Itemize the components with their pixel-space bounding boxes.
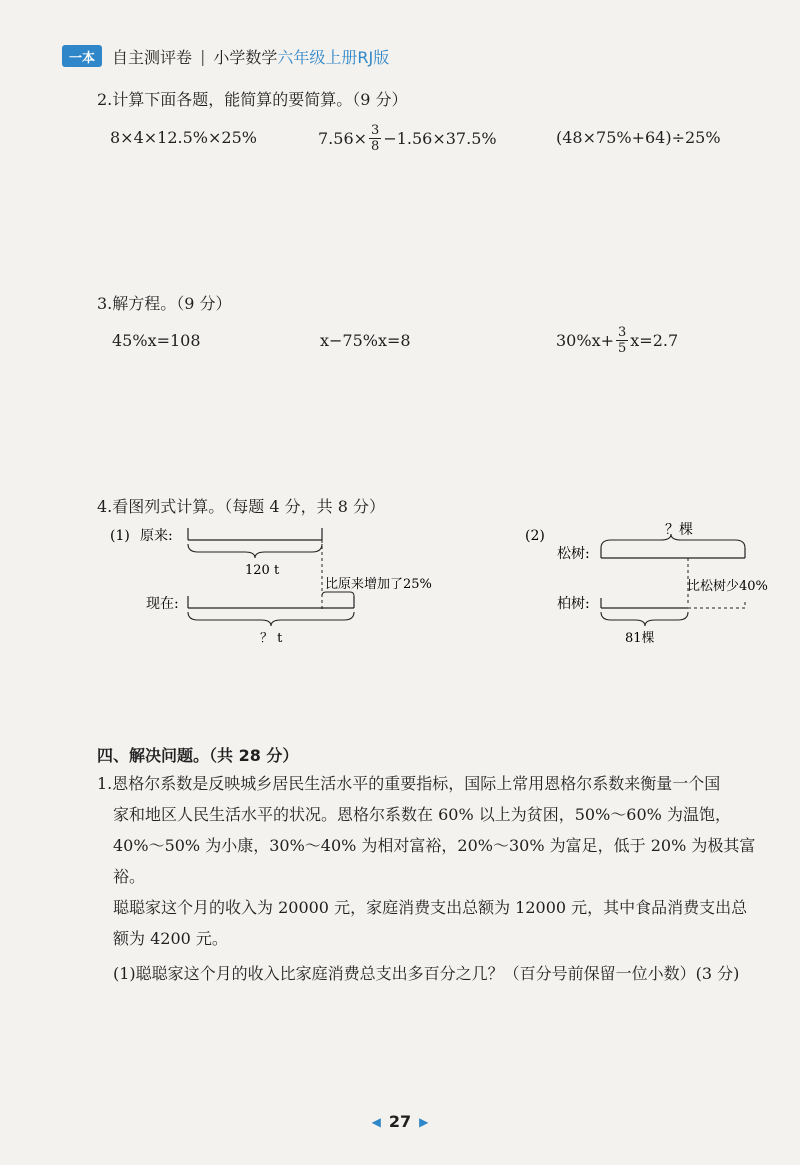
q3-expr-2: x−75%x=8: [320, 331, 411, 350]
now-value: ？ t: [260, 631, 283, 646]
fraction: [616, 326, 628, 355]
missing-part: [688, 600, 745, 608]
q3-title: 3.解方程。（9 分）: [97, 294, 232, 313]
q2-expr-1: 8×4×12.5%×25%: [110, 128, 257, 147]
cypress-bar: [601, 598, 688, 608]
q2-expr-2: [318, 118, 497, 158]
orig-bar: [188, 528, 322, 540]
diagram-1-number: (1): [110, 528, 130, 544]
problem-1-line-1: 1.恩格尔系数是反映城乡居民生活水平的重要指标，国际上常用恩格尔系数来衡量一个国: [97, 774, 721, 793]
q2-title: 2.计算下面各题，能简算的要简算。（9 分）: [97, 90, 408, 109]
q4-title: 4.看图列式计算。（每题 4 分，共 8 分）: [97, 497, 385, 516]
problem-1-line-4: 聪聪家这个月的收入为 20000 元，家庭消费支出总额为 12000 元，其中食品消费支出总: [113, 898, 748, 917]
header-divider: |: [200, 46, 206, 66]
section4-title: 四、解决问题。（共 28 分）: [97, 746, 299, 765]
page-footer: [0, 1112, 800, 1131]
q2-expr-2-pre: 7.56×: [318, 128, 368, 148]
now-label: 现在:: [146, 596, 179, 612]
problem-1: [97, 768, 787, 989]
q2-expr-3: (48×75%+64)÷25%: [556, 128, 721, 147]
page-header: [62, 44, 389, 68]
orig-value: 120 t: [245, 563, 280, 578]
problem-1-line-5: 额为 4200 元。: [113, 929, 228, 948]
brand-logo: 一本: [62, 45, 102, 67]
orig-brace: [188, 544, 322, 558]
total-label: ？棵: [665, 522, 693, 538]
cypress-brace: [601, 612, 688, 626]
pine-bar: [601, 548, 745, 558]
cypress-value: 81棵: [625, 631, 655, 646]
q2-expr-2-post: −1.56×37.5%: [383, 128, 497, 148]
fraction-numerator: 3: [371, 122, 380, 138]
fraction-denominator: 8: [371, 138, 380, 154]
now-bar: [188, 596, 354, 608]
page-number: 27: [388, 1112, 412, 1131]
q3-expr-3: [556, 320, 678, 360]
prev-page-icon: ◀: [371, 1114, 381, 1129]
pine-label: 松树:: [557, 546, 590, 562]
problem-1-line-2: 家和地区人民生活水平的状况。恩格尔系数在 60% 以上为贫困，50%～60% 为温饱，: [113, 805, 731, 824]
diagram-2: [525, 520, 795, 650]
increase-bracket: [322, 592, 354, 596]
now-brace: [188, 612, 354, 626]
fraction: [369, 124, 381, 153]
grade-title: 六年级上册RJ版: [277, 47, 390, 67]
fraction-denominator: 5: [618, 340, 627, 356]
increase-label: 比原来增加了25%: [325, 577, 432, 592]
orig-label: 原来:: [140, 528, 173, 544]
less-label: 比松树少40%: [687, 579, 768, 594]
diagram-1: [110, 520, 470, 650]
next-page-icon: ▶: [419, 1114, 429, 1129]
series-title: 自主测评卷: [112, 47, 193, 67]
q3-expr-3-pre: 30%x+: [556, 330, 614, 350]
cypress-label: 柏树:: [557, 596, 590, 612]
sub-question-1: (1)聪聪家这个月的收入比家庭消费总支出多百分之几？（百分号前保留一位小数）(3 分): [113, 964, 740, 983]
problem-1-line-3: 40%～50% 为小康，30%～40% 为相对富裕，20%～30% 为富足，低于 20% 为极其富裕。: [113, 836, 756, 886]
diagram-2-number: (2): [525, 528, 545, 544]
q3-expr-1: 45%x=108: [112, 331, 201, 350]
subject-title: 小学数学: [213, 47, 278, 67]
q3-expr-3-post: x=2.7: [630, 330, 679, 350]
fraction-numerator: 3: [618, 324, 627, 340]
